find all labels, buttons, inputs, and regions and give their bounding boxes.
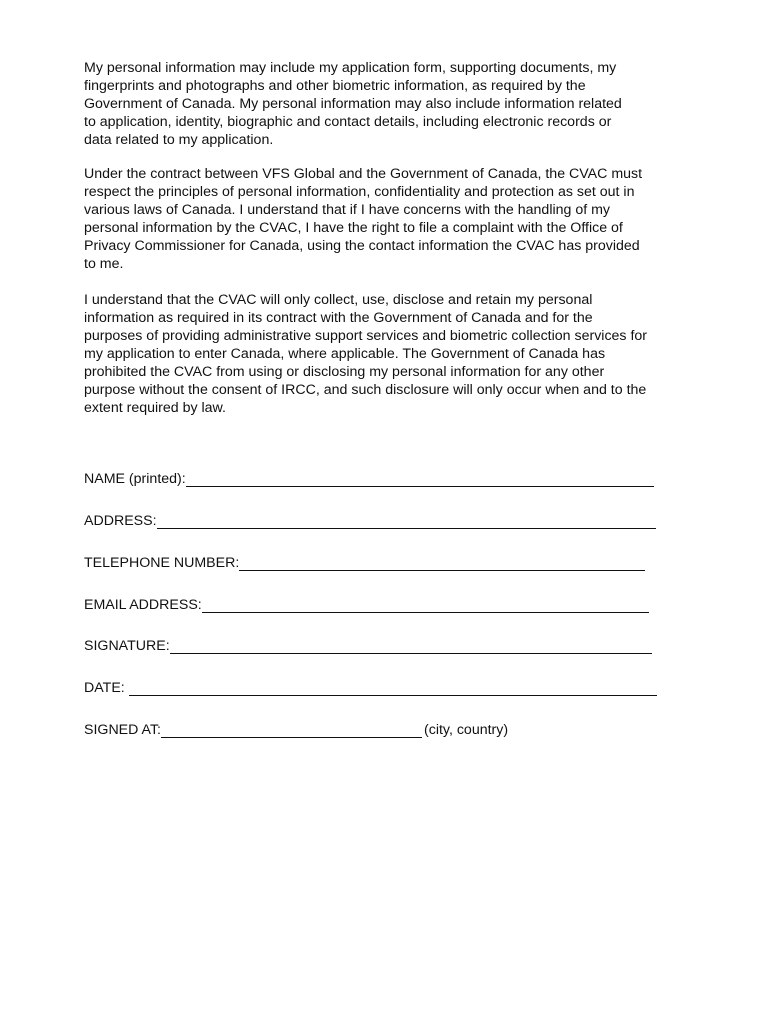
signature-line[interactable] (170, 639, 652, 654)
signed-at-signature-line[interactable] (161, 723, 422, 738)
paragraph-line: information as required in its contract with the Government of Canada and for the (84, 310, 593, 326)
paragraph-line: prohibited the CVAC from using or disclosing my personal information for any other (84, 364, 605, 380)
signature-field-row (84, 635, 652, 655)
address-field-row (84, 510, 656, 530)
name-field-row (84, 468, 654, 488)
name-signature-line[interactable] (186, 472, 654, 487)
paragraph-line: purpose without the consent of IRCC, and such disclosure will only occur when and to the (84, 382, 647, 398)
paragraph-line: to application, identity, biographic and contact details, including electronic records or (84, 114, 612, 130)
telephone-label: TELEPHONE NUMBER: (84, 555, 240, 571)
signed-at-label: SIGNED AT: (84, 722, 161, 738)
paragraph-line: Under the contract between VFS Global and the Government of Canada, the CVAC must (84, 166, 643, 182)
email-label: EMAIL ADDRESS: (84, 597, 202, 613)
paragraph-contract (84, 165, 694, 273)
telephone-signature-line[interactable] (239, 556, 645, 571)
signed-at-hint: (city, country) (424, 722, 509, 738)
paragraph-line: personal information by the CVAC, I have the right to file a complaint with the Office of (84, 220, 623, 236)
paragraph-line: Government of Canada. My personal information may also include information related (84, 96, 622, 112)
paragraph-line: to me. (84, 256, 124, 272)
paragraph-line: my application to enter Canada, where applicable. The Government of Canada has (84, 346, 606, 362)
paragraph-line: I understand that the CVAC will only collect, use, disclose and retain my personal (84, 292, 593, 308)
email-field-row (84, 594, 649, 614)
paragraph-line: extent required by law. (84, 400, 226, 416)
paragraph-line: fingerprints and photographs and other biometric information, as required by the (84, 78, 586, 94)
signature-label: SIGNATURE: (84, 638, 170, 654)
telephone-field-row (84, 552, 645, 572)
date-label: DATE: (84, 680, 125, 696)
paragraph-line: Privacy Commissioner for Canada, using the contact information the CVAC has provided (84, 238, 640, 254)
paragraph-line: purposes of providing administrative support services and biometric collection services for (84, 328, 648, 344)
signed-at-field-row (84, 719, 508, 739)
date-signature-line[interactable] (129, 681, 657, 696)
address-label: ADDRESS: (84, 513, 157, 529)
paragraph-use-and-disclosure (84, 291, 694, 417)
paragraph-line: respect the principles of personal information, confidentiality and protection as set out in (84, 184, 635, 200)
date-field-row (84, 677, 657, 697)
email-signature-line[interactable] (202, 598, 649, 613)
paragraph-line: My personal information may include my application form, supporting documents, my (84, 60, 617, 76)
paragraph-personal-information (84, 59, 694, 149)
paragraph-line: data related to my application. (84, 132, 274, 148)
name-label: NAME (printed): (84, 471, 186, 487)
paragraph-line: various laws of Canada. I understand that if I have concerns with the handling of my (84, 202, 611, 218)
address-signature-line[interactable] (157, 514, 656, 529)
